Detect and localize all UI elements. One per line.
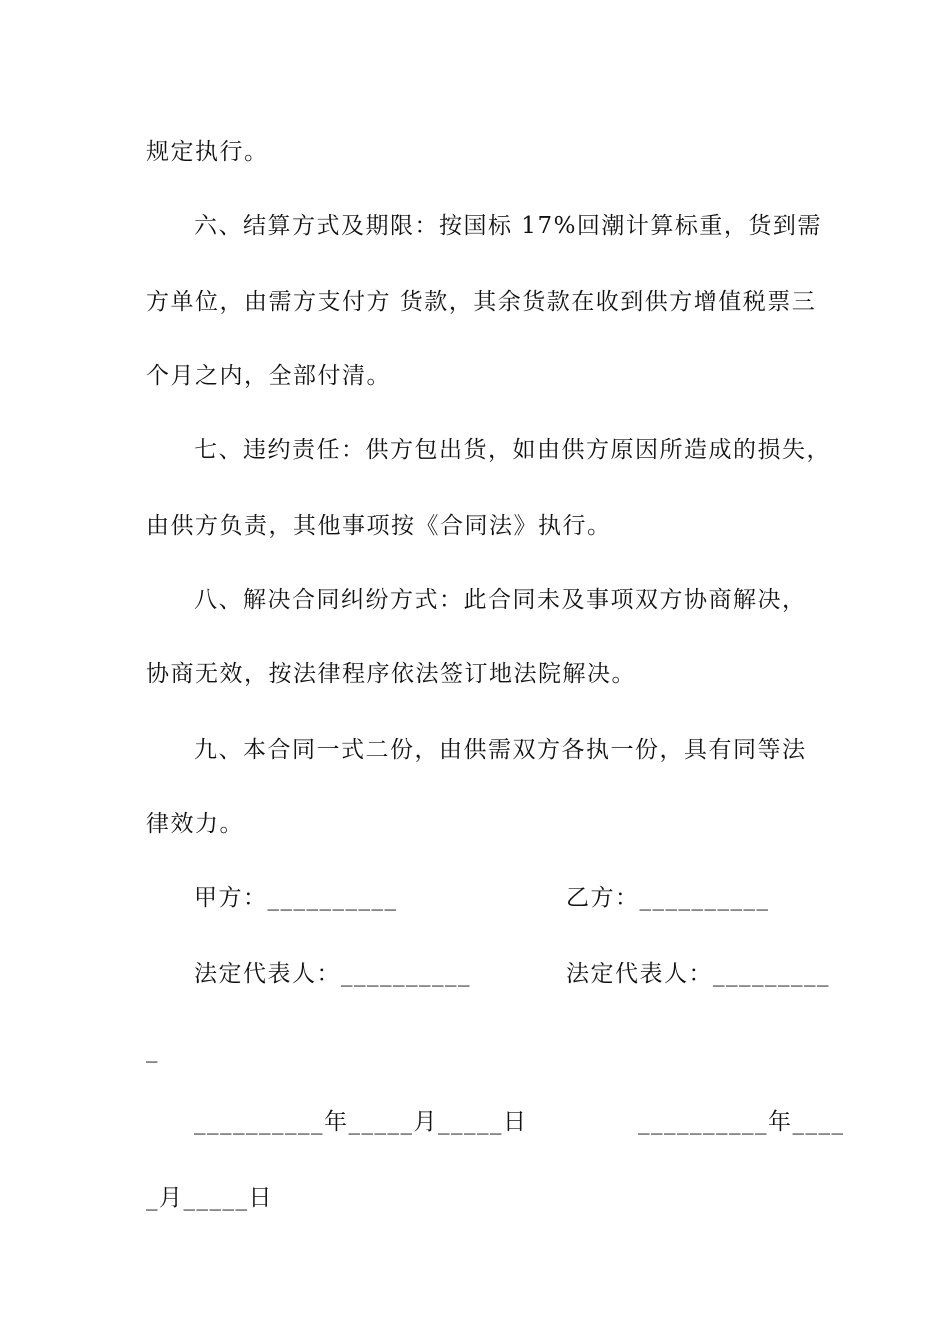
party-b-date: __________年____ [638, 1109, 845, 1135]
text-line: 八、解决合同纠纷方式：此合同未及事项双方协商解决， [194, 587, 807, 613]
text-line: 方单位，由需方支付方 货款，其余货款在收到供方增值税票三 [146, 289, 817, 315]
text-line: 个月之内，全部付清。 [146, 363, 391, 389]
party-a-date: __________年_____月_____日 [194, 1109, 528, 1135]
party-b-representative-wrap: _ [146, 1037, 159, 1063]
party-a-signature: 甲方：__________ [194, 885, 398, 911]
text-line: 九、本合同一式二份，由供需双方各执一份，具有同等法 [194, 737, 807, 763]
party-a-representative: 法定代表人：__________ [194, 961, 471, 987]
text-line: 六、结算方式及期限：按国标 17%回潮计算标重，货到需 [194, 213, 822, 239]
text-line: 规定执行。 [146, 139, 269, 165]
text-line: 协商无效，按法律程序依法签订地法院解决。 [146, 661, 636, 687]
party-b-date-wrap: _月_____日 [146, 1185, 273, 1211]
party-b-signature: 乙方：__________ [566, 885, 770, 911]
text-line: 七、违约责任：供方包出货，如由供方原因所造成的损失， [194, 437, 831, 463]
text-line: 律效力。 [146, 811, 244, 837]
party-b-representative: 法定代表人：_________ [566, 961, 830, 987]
text-line: 由供方负责，其他事项按《合同法》执行。 [146, 513, 612, 539]
